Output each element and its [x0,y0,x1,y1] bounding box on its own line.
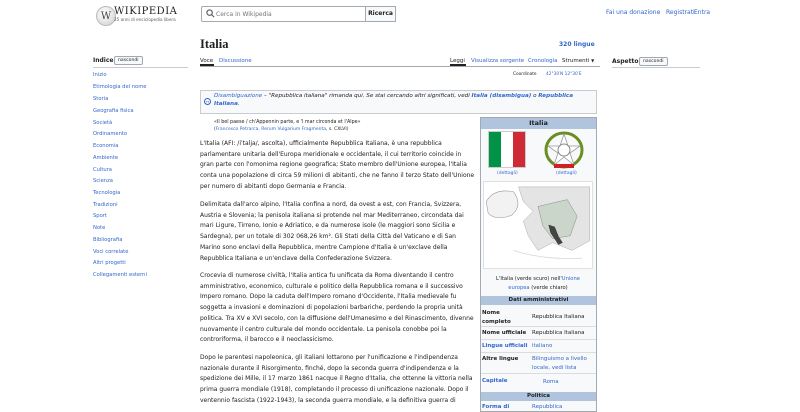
infobox-section-politics: Politica [481,392,596,401]
login-link[interactable]: Entra [694,9,711,16]
lead-paragraph-1: L'Italia (AFI: /iˈtalja/, ascolta), ufficialmente Repubblica Italiana, è una repubblica parlamentare unitaria dell'Europa meridionale e occidentale, il cui territorio coincide in gran parte con l'omonima regione geografica; Stato membro dell'Unione europea, l'Italia conta una popolazione di circa 59 milioni di abitanti, che ne fanno il terzo Stato dell'Unione per numero di abitanti dopo Germania e Francia. [200,140,475,190]
toc-item-bibliografia[interactable]: Bibliografia [93,237,123,243]
active-tab-indicator [200,64,214,66]
epigraph-quote: «Il bel paese / ch'Appennin parte, e 'l mar circonda et l'Alpe» [214,120,361,125]
toc-item-societa[interactable]: Società [93,120,113,126]
page-title: Italia [200,37,229,51]
hatnote-end: . [237,101,240,108]
coordinates-link[interactable]: 42°30′N 12°30′E [546,72,582,77]
infobox-title: Italia [481,118,596,129]
toc-item-etimologia[interactable]: Etimologia del nome [93,84,147,90]
toc-item-ambiente[interactable]: Ambiente [93,155,119,161]
infobox-section-admin: Dati amministrativi [481,296,596,305]
chevron-down-icon: ▼ [591,58,595,63]
coordinates-label: Coordinate [513,72,537,77]
infobox-label-nome-completo: Nome completo [482,310,511,325]
infobox-label-altre-lingue: Altre lingue [482,356,519,362]
toc-item-sport[interactable]: Sport [93,213,107,219]
tools-label: Strumenti [562,58,590,64]
infobox-row-divider [481,326,596,327]
infobox-label-forma[interactable]: Forma di [482,404,510,410]
toc-item-collegamenti[interactable]: Collegamenti esterni [93,272,147,278]
toc-title: Indice [93,57,114,64]
map-caption-post: (verde chiaro) [529,285,568,291]
map-caption-eu-link[interactable]: Unione europea [508,276,580,291]
appearance-title: Aspetto [612,58,639,65]
hatnote-body: – "Repubblica italiana" rimanda qui. Se stai cercando altri significati, vedi [262,93,472,99]
flag-details-link[interactable]: (dettagli) [497,171,518,176]
emblem-of-italy[interactable] [540,128,588,170]
source-paren: ( [214,127,216,132]
toc-item-voci-correlate[interactable]: Voci correlate [93,249,129,255]
toc-item-scienza[interactable]: Scienza [93,178,113,184]
italian-flag[interactable] [488,131,526,168]
toc-item-cultura[interactable]: Cultura [93,167,112,173]
tools-menu[interactable] [562,58,594,64]
register-link[interactable]: Registrati [666,9,695,16]
infobox-row-divider [481,352,596,353]
infobox-label-nome-ufficiale: Nome ufficiale [482,330,527,336]
wikipedia-globe-logo[interactable]: W [96,6,116,26]
tab-visualizza-sorgente[interactable]: Visualizza sorgente [471,58,525,64]
toc-item-altri-progetti[interactable]: Altri progetti [93,260,126,266]
tab-discussione[interactable]: Discussione [219,58,252,64]
locator-map[interactable] [483,181,593,269]
lead-paragraph-3: Crocevia di numerose civiltà, l'Italia antica fu unificata da Roma diventando il centro amministrativo, economico, culturale e politico della Repubblica romana e il successivo Impero romano. Dopo la caduta dell'Impero romano d'Occidente, l'Italia medievale fu soggetta a invasioni e dominazioni di popolazioni barbariche, perdendo la propria unità politica. Tra XV e XVI secolo, con la diffusione dell'Umanesimo e del Rinascimento, divenne nuovamente il centro culturale del mondo occidentale. La penisola conobbe poi la controriforma, il barocco e il neoclassicismo. [200,272,474,344]
hatnote-link-repubblica[interactable]: Repubblica Italiana [214,93,574,108]
infobox-value-nome-ufficiale: Repubblica Italiana [532,330,585,336]
toc-item-ordinamento[interactable]: Ordinamento [93,131,128,137]
active-view-indicator [450,64,466,66]
infobox-label-capitale[interactable]: Capitale [482,378,508,384]
map-caption-pre: L'Italia (verde scuro) nell' [496,276,562,282]
toc-item-storia[interactable]: Storia [93,96,109,102]
search-icon [206,9,215,18]
infobox-value-nome-completo: Repubblica Italiana [532,314,585,320]
infobox-value-repubblica[interactable]: Repubblica [532,404,563,410]
lead-paragraph-4: Dopo le parentesi napoleonica, gli italiani lottarono per l'unificazione e l'indipendenza nazionale durante il Risorgimento, finché, dopo la seconda guerra d'indipendenza e la spedizione dei Mille, il 17 marzo 1861 nacque il Regno d'Italia, che ottenne la vittoria nella prima guerra mondiale (1918), completando il processo di unificazione nazionale. Dopo il ventennio fascista (1922-1943), la seconda guerra mondiale, e la definitiva guerra di [200,354,473,404]
source-rest: , s. CXLVI) [326,127,349,132]
tabs-divider [200,66,600,67]
toc-item-note[interactable]: Note [93,225,106,231]
tab-leggi[interactable]: Leggi [450,58,465,64]
disambiguation-icon: ↔ [205,99,210,104]
infobox-label-lingue-ufficiali[interactable]: Lingue ufficiali [482,343,528,349]
languages-button[interactable]: 320 lingue [559,41,595,48]
hatnote-link-disambiguazione[interactable]: Disambiguazione [214,93,263,99]
tab-voce[interactable]: Voce [200,58,214,64]
appearance-hide-button[interactable]: nascondi [639,57,668,66]
infobox-value-roma[interactable]: Roma [543,379,559,385]
wikipedia-wordmark[interactable]: WIKIPEDIA [114,6,178,17]
toc-divider [93,67,188,68]
appearance-divider [612,67,700,68]
toc-item-geografia[interactable]: Geografia fisica [93,108,134,114]
epigraph-source [214,127,348,132]
toc-item-tradizioni[interactable]: Tradizioni [93,202,118,208]
hatnote-mid: o [531,93,539,99]
infobox-value-italiano[interactable]: italiano [532,343,553,349]
toc-item-economia[interactable]: Economia [93,143,119,149]
emblem-details-link[interactable]: (dettagli) [556,171,577,176]
wikipedia-tagline: 25 anni di enciclopedia libera [114,17,176,22]
hatnote-link-disambigua[interactable]: Italia (disambigua) [471,93,532,99]
toc-item-inizio[interactable]: Inizio [93,72,107,78]
donate-link[interactable]: Fai una donazione [606,9,661,16]
search-button[interactable]: Ricerca [366,6,396,22]
lead-paragraph-2: Delimitata dall'arco alpino, l'Italia confina a nord, da ovest a est, con Francia, Svizzera, Austria e Slovenia; la penisola italiana si protende nel mar Mediterraneo, circondata dai mari Ligure, Tirreno, Ionio e Adriatico, e da numerose isole (le maggiori sono Sicilia e Sardegna), per un totale di 302 068,26 km². Gli Stati della Città del Vaticano e di San Marino sono enclavi della Repubblica, mentre Campione d'Italia è un'exclave della Repubblica Italiana e un'enclave della Confederazione Svizzera. [200,201,464,262]
toc-hide-button[interactable]: nascondi [114,56,143,65]
hatnote-text [214,92,594,109]
epigraph-source-link[interactable]: Francesco Petrarca, Rerum Vulgarium Fragmenta [215,127,326,132]
search-input[interactable] [216,7,361,21]
infobox-value-bilinguismo[interactable]: Bilinguismo a livello locale, vedi lista [532,356,587,371]
infobox-row-divider [481,339,596,340]
infobox-row-divider [481,373,596,374]
map-caption [485,275,591,293]
toc-item-tecnologia[interactable]: Tecnologia [93,190,121,196]
tab-cronologia[interactable]: Cronologia [528,58,558,64]
